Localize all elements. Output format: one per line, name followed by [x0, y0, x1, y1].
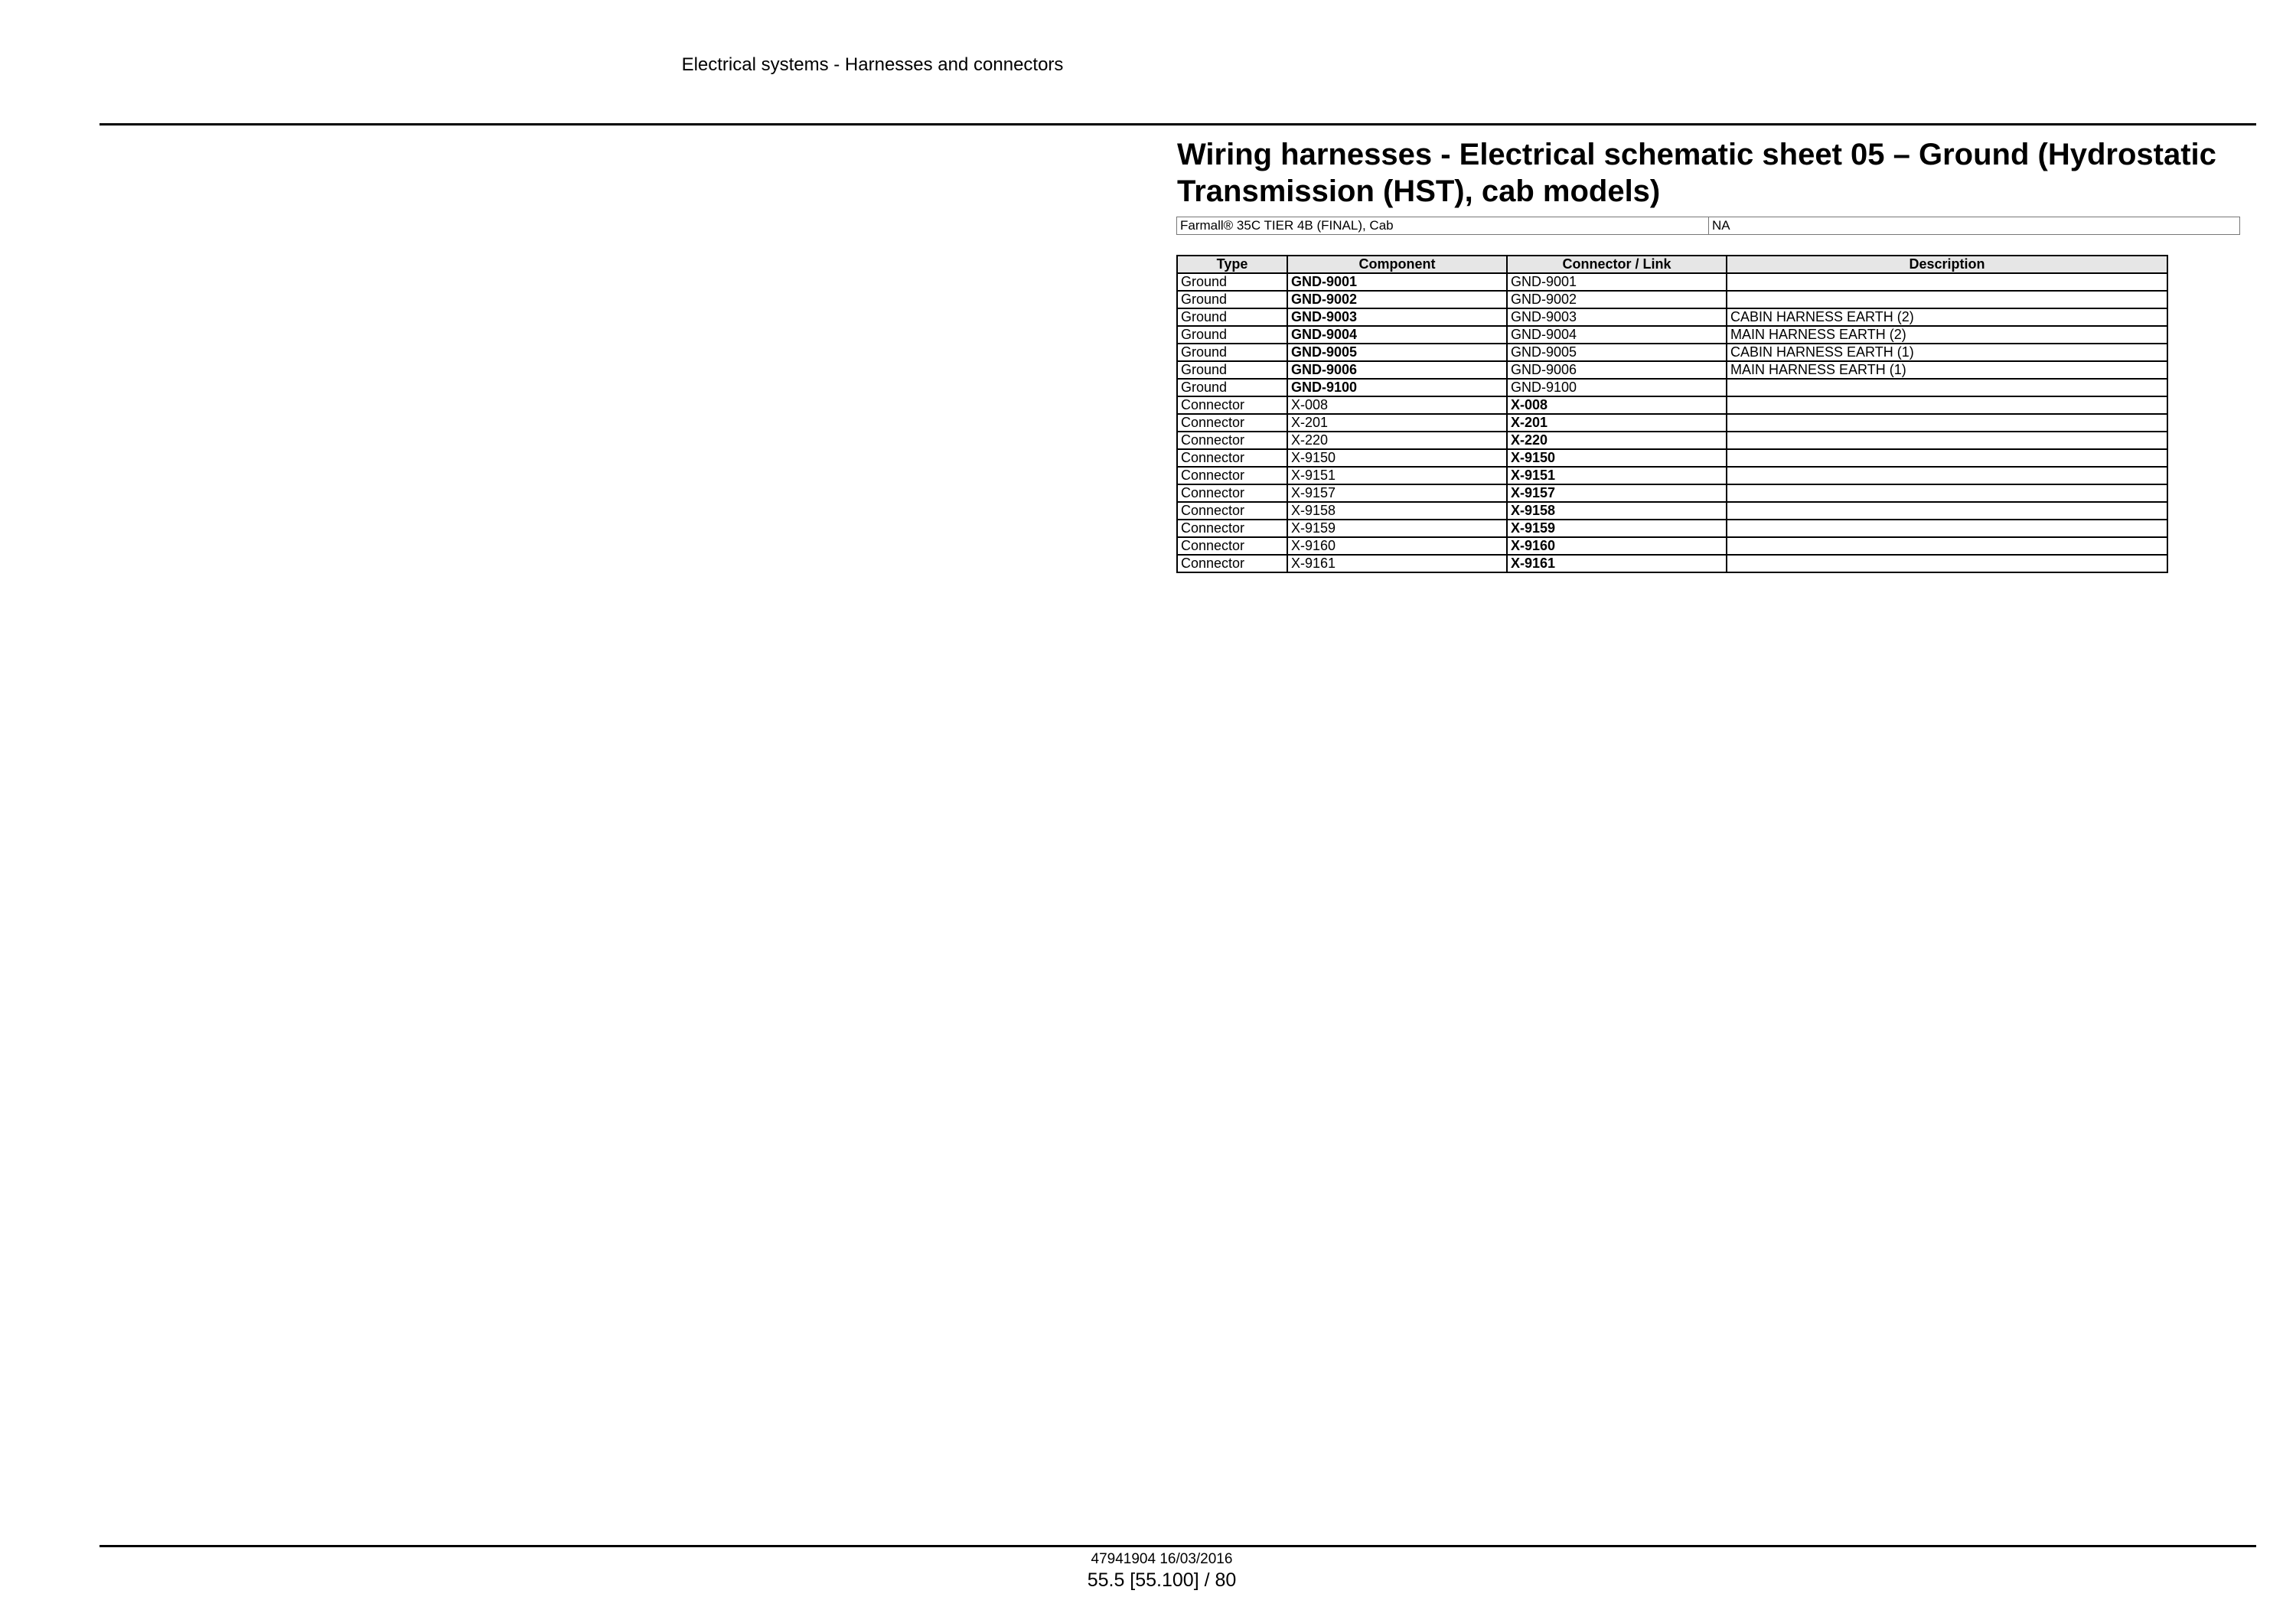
cell-component: X-008: [1287, 396, 1507, 414]
table-row: [1177, 326, 2167, 344]
table-row: [1177, 291, 2167, 308]
cell-connector-link: X-201: [1507, 414, 1727, 432]
table-row: [1177, 361, 2167, 379]
cell-description: MAIN HARNESS EARTH (1): [1727, 361, 2167, 379]
table-row: [1177, 555, 2167, 572]
cell-component: GND-9001: [1287, 273, 1507, 291]
cell-connector-link: X-220: [1507, 432, 1727, 449]
cell-description: [1727, 555, 2167, 572]
model-row: [1177, 217, 2240, 235]
header-divider: [99, 123, 2256, 125]
column-header-connector-link: Connector / Link: [1507, 256, 1727, 273]
cell-type: Connector: [1177, 396, 1287, 414]
cell-type: Ground: [1177, 361, 1287, 379]
cell-component: GND-9003: [1287, 308, 1507, 326]
cell-connector-link: X-9161: [1507, 555, 1727, 572]
table-row: [1177, 502, 2167, 520]
cell-type: Ground: [1177, 326, 1287, 344]
cell-component: X-9151: [1287, 467, 1507, 484]
cell-type: Ground: [1177, 379, 1287, 396]
cell-component: GND-9006: [1287, 361, 1507, 379]
cell-connector-link: GND-9004: [1507, 326, 1727, 344]
footer-page-reference: 55.5 [55.100] / 80: [1087, 1569, 1237, 1591]
cell-type: Connector: [1177, 484, 1287, 502]
table-row: [1177, 432, 2167, 449]
model-name: Farmall® 35C TIER 4B (FINAL), Cab: [1177, 217, 1709, 235]
cell-connector-link: GND-9005: [1507, 344, 1727, 361]
footer-document-reference: 47941904 16/03/2016: [1091, 1551, 1233, 1567]
cell-type: Connector: [1177, 449, 1287, 467]
cell-connector-link: X-9160: [1507, 537, 1727, 555]
table-row: [1177, 520, 2167, 537]
cell-description: [1727, 273, 2167, 291]
cell-component: X-9158: [1287, 502, 1507, 520]
page-header: Electrical systems - Harnesses and connectors: [681, 54, 1064, 75]
cell-component: GND-9004: [1287, 326, 1507, 344]
cell-description: CABIN HARNESS EARTH (2): [1727, 308, 2167, 326]
column-header-component: Component: [1287, 256, 1507, 273]
cell-component: X-9150: [1287, 449, 1507, 467]
cell-type: Connector: [1177, 555, 1287, 572]
cell-description: [1727, 291, 2167, 308]
cell-description: [1727, 467, 2167, 484]
table-row: [1177, 414, 2167, 432]
cell-connector-link: X-9157: [1507, 484, 1727, 502]
cell-type: Ground: [1177, 291, 1287, 308]
cell-description: [1727, 520, 2167, 537]
table-row: [1177, 273, 2167, 291]
model-applicability-table: [1176, 217, 2240, 235]
cell-connector-link: GND-9002: [1507, 291, 1727, 308]
harness-component-table: [1176, 255, 2168, 573]
cell-description: [1727, 414, 2167, 432]
model-region: NA: [1709, 217, 2240, 235]
cell-description: MAIN HARNESS EARTH (2): [1727, 326, 2167, 344]
section-title: Wiring harnesses - Electrical schematic sheet 05 – Ground (Hydrostatic Transmission (HST), cab models): [1177, 138, 2216, 208]
table-row: [1177, 467, 2167, 484]
cell-description: [1727, 379, 2167, 396]
cell-description: [1727, 484, 2167, 502]
table-header-row: [1177, 256, 2167, 273]
cell-type: Connector: [1177, 520, 1287, 537]
cell-connector-link: GND-9006: [1507, 361, 1727, 379]
cell-type: Ground: [1177, 273, 1287, 291]
cell-component: X-9159: [1287, 520, 1507, 537]
cell-description: [1727, 432, 2167, 449]
cell-type: Connector: [1177, 414, 1287, 432]
cell-connector-link: X-008: [1507, 396, 1727, 414]
cell-component: X-9157: [1287, 484, 1507, 502]
footer-divider: [99, 1545, 2256, 1547]
column-header-type: Type: [1177, 256, 1287, 273]
cell-type: Ground: [1177, 344, 1287, 361]
cell-connector-link: GND-9100: [1507, 379, 1727, 396]
cell-description: CABIN HARNESS EARTH (1): [1727, 344, 2167, 361]
cell-type: Connector: [1177, 502, 1287, 520]
cell-description: [1727, 396, 2167, 414]
table-row: [1177, 396, 2167, 414]
cell-connector-link: GND-9001: [1507, 273, 1727, 291]
cell-type: Connector: [1177, 432, 1287, 449]
cell-component: GND-9005: [1287, 344, 1507, 361]
table-row: [1177, 484, 2167, 502]
table-row: [1177, 449, 2167, 467]
cell-connector-link: X-9150: [1507, 449, 1727, 467]
cell-component: GND-9002: [1287, 291, 1507, 308]
cell-description: [1727, 537, 2167, 555]
table-row: [1177, 344, 2167, 361]
cell-component: X-220: [1287, 432, 1507, 449]
table-row: [1177, 308, 2167, 326]
cell-component: X-9161: [1287, 555, 1507, 572]
table-row: [1177, 379, 2167, 396]
table-body: [1177, 273, 2167, 572]
cell-type: Ground: [1177, 308, 1287, 326]
cell-component: X-201: [1287, 414, 1507, 432]
cell-type: Connector: [1177, 467, 1287, 484]
table-row: [1177, 537, 2167, 555]
cell-connector-link: X-9158: [1507, 502, 1727, 520]
cell-connector-link: X-9151: [1507, 467, 1727, 484]
cell-component: X-9160: [1287, 537, 1507, 555]
column-header-description: Description: [1727, 256, 2167, 273]
cell-description: [1727, 449, 2167, 467]
cell-type: Connector: [1177, 537, 1287, 555]
cell-description: [1727, 502, 2167, 520]
cell-connector-link: X-9159: [1507, 520, 1727, 537]
cell-connector-link: GND-9003: [1507, 308, 1727, 326]
cell-component: GND-9100: [1287, 379, 1507, 396]
